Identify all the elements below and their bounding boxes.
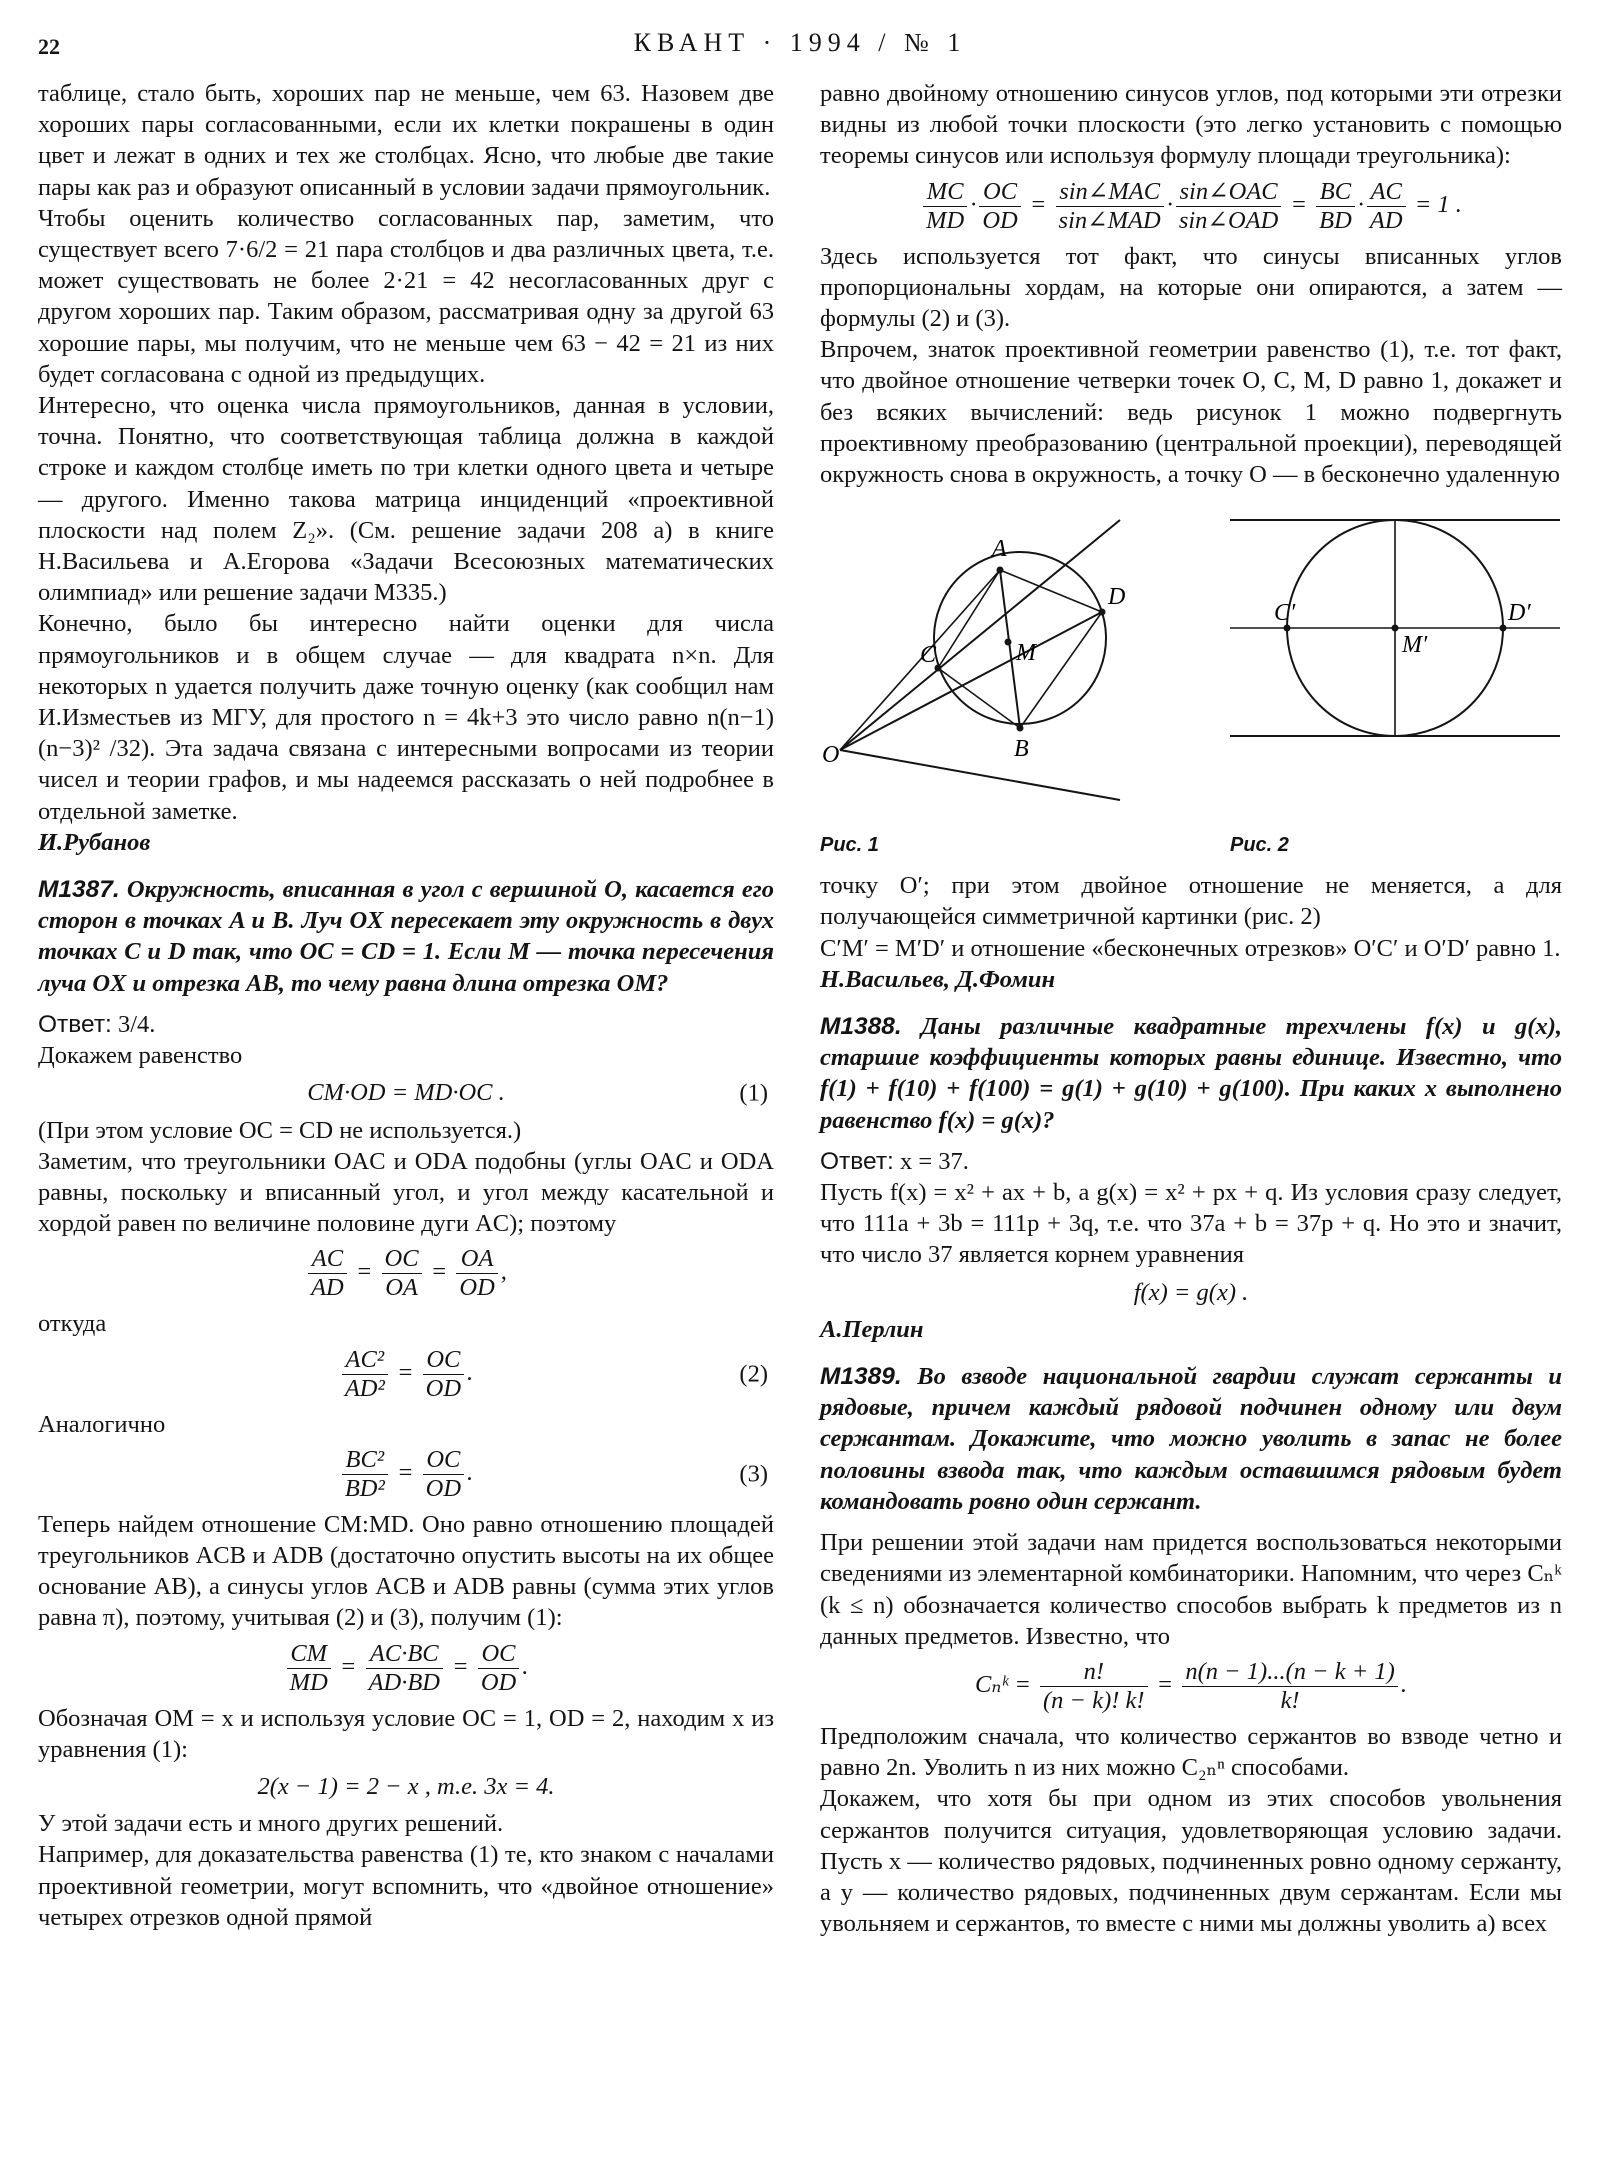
fraction: $\frac{n!}{(n - k)! k!}$ [1040,1658,1148,1715]
label-d-prime: D′ [1508,600,1531,627]
paragraph: равно двойному отношению синусов углов, под которыми эти отрезки видны из любой точки плоскости (это легко установить с помощью теоремы синусов или используя формулу площади треугольника): [820,80,1562,170]
point-a [997,567,1004,574]
fraction: $\frac{MC}{MD}$ [923,178,967,235]
point-m [1005,639,1012,646]
tangent-line-lower [840,750,1120,800]
right-column [820,78,1562,1939]
fraction: $\frac{OC}{OD}$ [478,1640,519,1697]
paragraph: Предположим сначала, что количество сержантов во взводе четно и равно 2n. Уволить n из них можно C₂ₙⁿ способами. [820,1722,1562,1782]
paragraph: Пусть f(x) = x² + ax + b, а g(x) = x² + px + q. Из условия сразу следует, что 111a + 3b = 111p + 3q, т.е. что 37a + b = 37p + q. Но это и значит, что число 37 является корнем уравнения [820,1179,1562,1269]
author-vasiliev-fomin: Н.Васильев, Д.Фомин [820,965,1056,993]
problem-statement: Окружность, вписанная в угол с вершиной O, касается его сторон в точках A и B. Луч OX пересекает эту окружность в двух точках C и D так, что OC = CD = 1. Если M — точка пересечения луча OX и отрезка AB, то чему равна длина отрезка OM? [38,876,775,997]
paragraph: Обозначая OM = x и используя условие OC = 1, OD = 2, находим x из уравнения (1): [38,1704,774,1763]
equation-result: = 1 . [1414,190,1462,218]
author-perlin: А.Перлин [820,1315,924,1343]
point-b [1017,725,1024,732]
figure-1-drawing [820,500,1140,830]
chord-ac [938,570,1000,668]
fraction: $\frac{BC}{BD}$ [1316,178,1355,235]
paragraph: Теперь найдем отношение CM:MD. Оно равно отношению площадей треугольников ACB и ADB (достаточно опустить высоты на их общее основание AB), а синусы углов ACB и ADB равны (сумма этих углов равна π), поэтому, учитывая (2) и (3), получим (1): [38,1510,774,1632]
problem-m1388 [820,1011,1562,1136]
answer-value: 3/4. [117,1010,156,1038]
figure-2-caption: Рис. 2 [1230,834,1289,857]
answer-value: x = 37. [899,1147,969,1175]
fraction: $\frac{\text{AC²}}{\text{AD²}}$ [342,1346,388,1403]
equation-cross-ratio: $\frac{MC}{MD}$ · $\frac{OC}{OD}$ = $\frac{\text{sin∠MAC}}{\text{sin∠MAD}}$ · $\frac{\text{sin∠OAC}}{\text{sin∠OAD}}$ = $\frac{BC}{BD}$ · $\frac{AC}{AD}$ = 1 . [820,178,1562,235]
equation-fg: f(x) = g(x) . [1133,1278,1249,1306]
answer-label: Ответ: [820,1147,894,1175]
fraction: $\frac{AC}{AD}$ [1367,178,1406,235]
figure-2-drawing [1230,500,1560,830]
chord-db [1020,612,1102,728]
problem-statement: Во взводе национальной гвардии служат сержанты и рядовые, причем каждый рядовой подчинен одному или двум сержантам. Докажите, что можно уволить в запас не более половины взвода так, что каждым оставшимся рядовым будет командовать ровно один сержант. [820,1363,1563,1515]
fraction: $\frac{OA}{OD}$ [456,1245,497,1302]
label-m-prime: M′ [1402,632,1428,659]
paragraph: откуда [38,1310,107,1338]
paragraph: Докажем равенство [38,1042,243,1070]
paragraph: Впрочем, знаток проективной геометрии равенство (1), т.е. тот факт, что двойное отношение четверки точек O, C, M, D равно 1, докажет и без всяких вычислений: ведь рисунок 1 можно подвергнуть проективному преобразованию (центральной проекции), переводящей окружность снова в окружность, а точку O — в бесконечно удаленную [820,336,1562,489]
equation-binomial: Cₙᵏ = $\frac{n!}{(n - k)! k!}$ = $\frac{n(n - 1)...(n - k + 1)}{k!}$ . [975,1657,1407,1714]
answer-label: Ответ: [38,1010,112,1038]
point-m-prime [1392,625,1399,632]
paragraph: C′M′ = M′D′ и отношение «бесконечных отрезков» O′C′ и O′D′ равно 1. [820,934,1561,962]
label-m: M [1016,640,1036,667]
label-d: D [1108,584,1126,611]
equation-ratio: $\frac{CM}{MD}$ = $\frac{AC\cdot BC}{AD\cdot BD}$ = $\frac{OC}{OD}$ . [38,1640,774,1697]
equation-body: CM·OD = MD·OC . [307,1079,505,1107]
running-title: КВАНТ · 1994 / № 1 [633,28,967,57]
answer-line [38,1009,774,1040]
fraction: $\frac{OC}{OA}$ [382,1245,422,1302]
problem-m1387 [38,874,774,999]
equation-tag: (3) [739,1460,768,1488]
paragraph: точку O′; при этом двойное отношение не меняется, а для получающейся симметричной картинки (рис. 2) [820,872,1562,931]
fraction: $\frac{AC\cdot BC}{AD\cdot BD}$ [366,1640,443,1697]
page-number: 22 [38,34,60,59]
problem-number: М1387. [38,876,120,904]
tangent-line-upper [840,520,1120,750]
point-d-prime [1500,625,1507,632]
paragraph: При решении этой задачи нам придется воспользоваться некоторыми сведениями из элементарной комбинаторики. Напомним, что через Cₙᵏ (k ≤ n) обозначается количество способов выбрать k предметов из n данных предметов. Известно, что [820,1529,1562,1650]
paragraph: Чтобы оценить количество согласованных пар, заметим, что существует всего 7·6/2 = 21 пара столбцов и два различных цвета, т.е. может существовать не более 2·21 = 42 несогласованных друг с другом хороших пар. Таким образом, рассматривая одну за другой 63 хорошие пары, мы получим, что не меньше чем 63 − 42 = 21 из них будет согласована с одной из предыдущих. [38,204,774,388]
paragraph: Аналогично [38,1410,166,1438]
paragraph: У этой задачи есть и много других решений. [38,1810,504,1838]
equation-tag: (1) [739,1079,768,1107]
problem-m1389 [820,1361,1562,1517]
label-b: B [1014,736,1029,763]
fraction: $\frac{OC}{OD}$ [979,178,1020,235]
left-column [38,78,774,1933]
answer-line [820,1146,1562,1177]
figure-1 [820,500,1140,870]
paragraph: (При этом условие OC = CD не используется.) [38,1116,522,1144]
paragraph: Конечно, было бы интересно найти оценки для числа прямоугольников и в общем случае — для квадрата n×n. Для некоторых n удается получить даже точную оценку (как сообщил нам И.Изместьев из МГУ, для простого n = 4k+3 это число равно n(n−1)(n−3)² /32). Эта задача связана с интересными вопросами из теории чисел и теории графов, и мы надеемся рассказать о ней подробнее в отдельной заметке. [38,610,774,825]
paragraph: Интересно, что оценка числа прямоугольников, данная в условии, точна. Понятно, что соответствующая таблица должна в каждой строке и каждом столбце иметь по три клетки одного цвета и четыре — другого. Именно такова матрица инциденций «проективной плоскости над полем Z₂». (См. решение задачи 208 а) в книге Н.Васильева и А.Егорова «Задачи Всесоюзных математических олимпиад» или решение задачи М335.) [38,392,774,607]
label-a: A [992,536,1007,563]
fraction: $\frac{\text{BC²}}{\text{BD²}}$ [342,1446,388,1503]
figure-2 [1230,500,1560,870]
fraction: $\frac{CM}{MD}$ [287,1640,331,1697]
author-rubanov: И.Рубанов [38,828,151,856]
fraction: $\frac{AC}{AD}$ [308,1245,347,1302]
label-c-prime: C′ [1274,600,1296,627]
paragraph: Докажем, что хотя бы при одном из этих способов увольнения сержантов получится ситуация, удовлетворяющая условию задачи. Пусть x — количество рядовых, подчиненных ровно одному сержанту, а y — количество рядовых, подчиненных двум сержантам. Если мы увольняем и сержантов, то вместе с ними мы должны уволить а) всех [820,1785,1562,1938]
equation-3: $\frac{\text{BC²}}{\text{BD²}}$ = $\frac{OC}{OD}$ . (3) [38,1446,774,1503]
equation-similarity: $\frac{AC}{AD}$ = $\frac{OC}{OA}$ = $\frac{OA}{OD}$ , [38,1245,774,1302]
fraction: $\frac{n(n - 1)...(n - k + 1)}{k!}$ [1182,1658,1397,1715]
paragraph: Например, для доказательства равенства (1) те, кто знаком с началами проективной геометрии, могут вспомнить, что «двойное отношение» четырех отрезков одной прямой [38,1841,774,1931]
paragraph: таблице, стало быть, хороших пар не меньше, чем 63. Назовем две хороших пары согласованными, если их клетки покрашены в один цвет и лежат в одних и тех же столбцах. Ясно, что любые две такие пары как раз и образуют описанный в условии задачи прямоугольник. [38,80,774,201]
figures [820,500,1562,870]
equation-solve: 2(x − 1) = 2 − x , т.е. 3x = 4. [257,1772,555,1800]
fraction: $\frac{OC}{OD}$ [423,1446,464,1503]
point-d [1099,609,1106,616]
problem-number: М1389. [820,1363,902,1391]
ray-ox [840,612,1102,750]
fraction: $\frac{\text{sin∠OAC}}{\text{sin∠OAD}}$ [1176,178,1281,235]
binomial-lhs: Cₙᵏ = [975,1671,1031,1699]
paragraph: Здесь используется тот факт, что синусы вписанных углов пропорциональны хордам, на которые они опираются, а затем — формулы (2) и (3). [820,242,1562,333]
fraction: $\frac{\text{sin∠MAC}}{\text{sin∠MAD}}$ [1056,178,1164,235]
fraction: $\frac{OC}{OD}$ [423,1346,464,1403]
label-c: C [920,642,937,669]
paragraph: Заметим, что треугольники OAC и ODA подобны (углы OAC и ODA равны, поскольку и вписанный угол, и угол между касательной и хордой равен по величине половине дуги AC); поэтому [38,1147,774,1238]
problem-number: М1388. [820,1013,902,1041]
problem-statement: Даны различные квадратные трехчлены f(x) и g(x), старшие коэффициенты которых равны единице. Известно, что f(1) + f(10) + f(100) = g(1) + g(10) + g(100). При каких x выполнено равенство f(x) = g(x)? [820,1013,1563,1134]
figure-1-caption: Рис. 1 [820,834,879,857]
label-o: O [822,742,840,769]
equation-2: $\frac{\text{AC²}}{\text{AD²}}$ = $\frac{OC}{OD}$ . (2) [38,1346,774,1403]
equation-tag: (2) [739,1360,768,1388]
equation-1 [38,1077,774,1108]
